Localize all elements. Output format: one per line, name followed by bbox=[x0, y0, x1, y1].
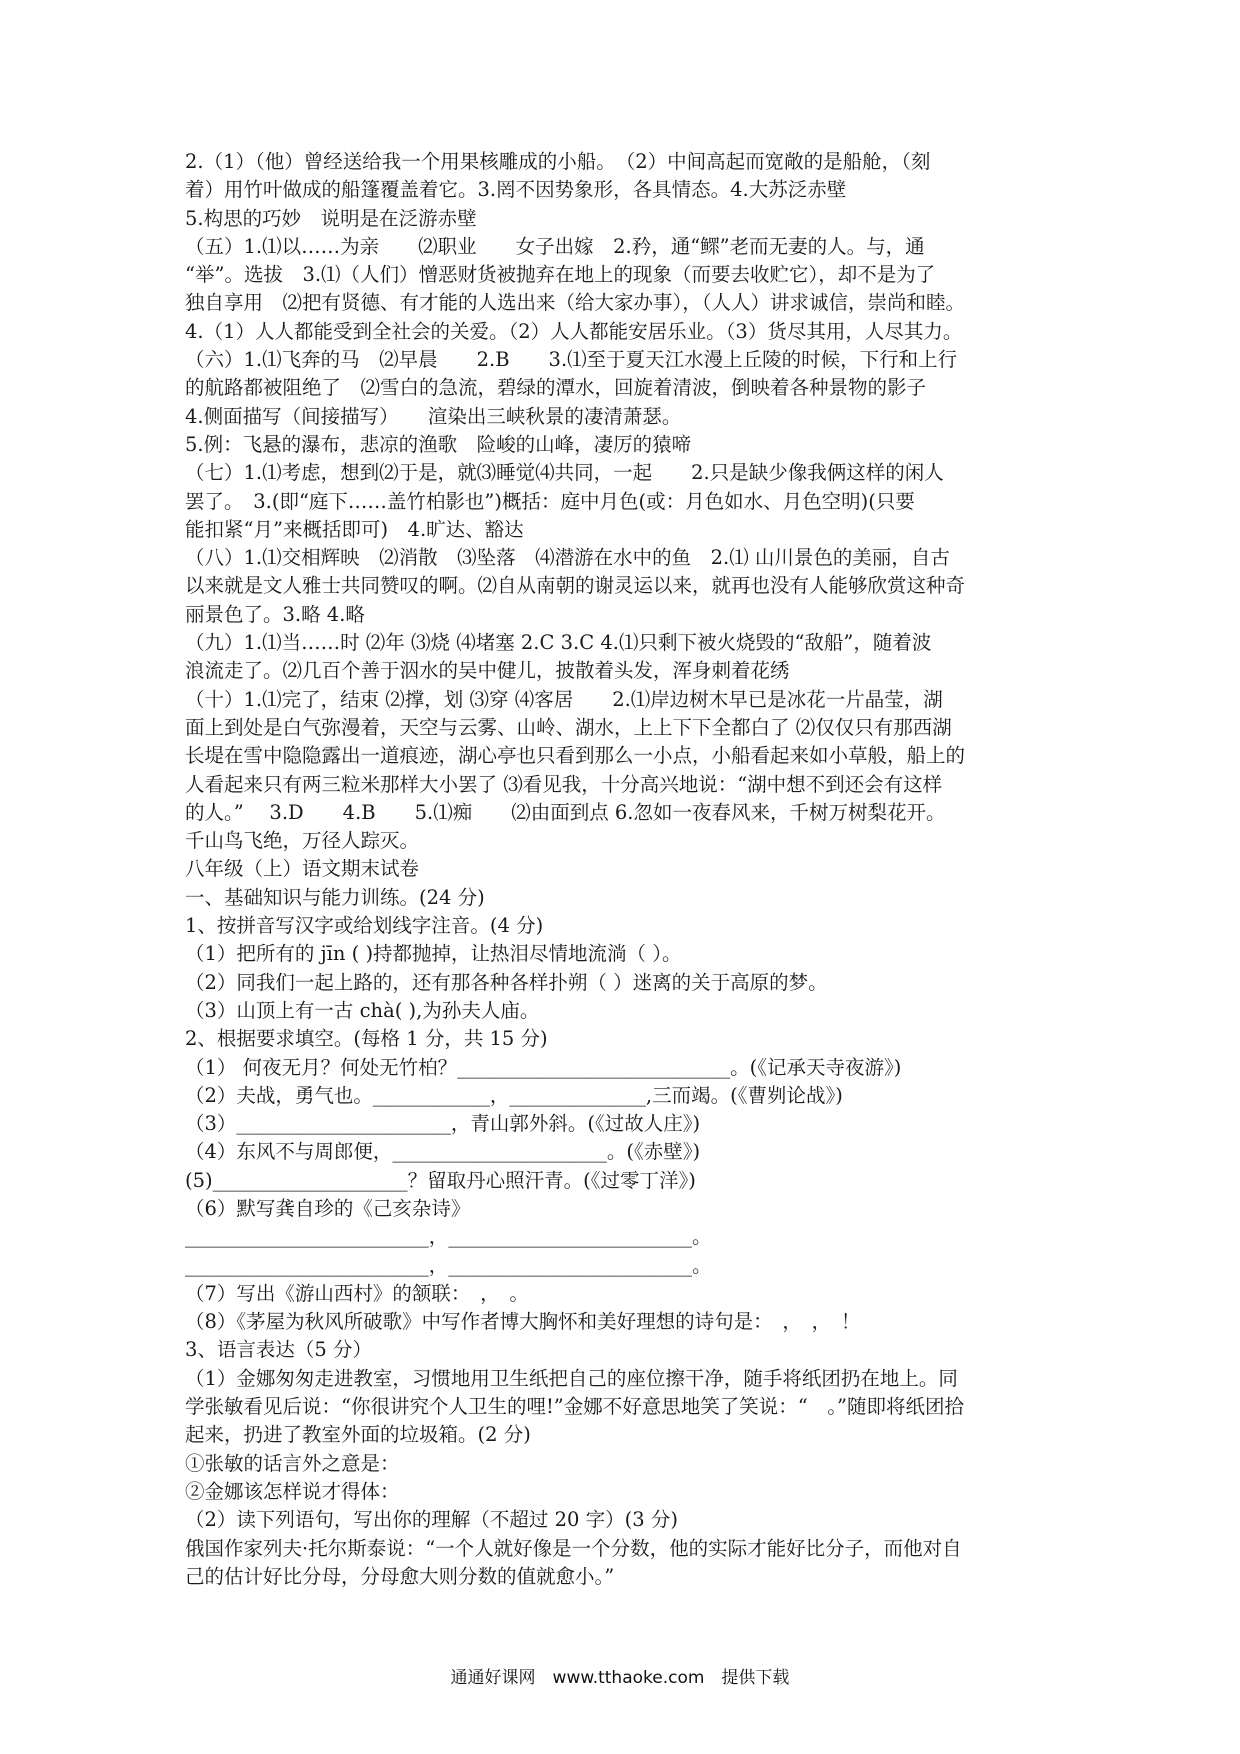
text-line: 面上到处是白气弥漫着，天空与云雾、山岭、湖水，上上下下全都白了 ⑵仅仅只有那西湖 bbox=[185, 715, 952, 739]
text-line: 5.构思的巧妙 说明是在泛游赤壁 bbox=[185, 206, 477, 230]
text-line: （3）山顶上有一古 chà( ),为孙夫人庙。 bbox=[185, 998, 540, 1022]
text-line: (5)____________________？留取丹心照汗青。(《过零丁洋》) bbox=[185, 1168, 696, 1192]
text-line: 千山鸟飞绝，万径人踪灭。 bbox=[185, 829, 420, 853]
text-line: （十）1.⑴完了，结束 ⑵撑，划 ⑶穿 ⑷客居 2.⑴岸边树木早已是冰花一片晶莹，湖 bbox=[185, 687, 943, 711]
text-line: （4）东风不与周郎便，______________________。(《赤壁》) bbox=[185, 1140, 701, 1164]
text-line: （2）夫战，勇气也。____________，______________,三而竭。(《曹刿论战》) bbox=[185, 1083, 843, 1107]
text-line: （1）金娜匆匆走进教室，习惯地用卫生纸把自己的座位擦干净，随手将纸团扔在地上。同 bbox=[185, 1366, 958, 1390]
text-line: （七）1.⑴考虑，想到⑵于是，就⑶睡觉⑷共同，一起 2.只是缺少像我俩这样的闲人 bbox=[185, 461, 944, 485]
text-line: 人看起来只有两三粒米那样大小罢了 ⑶看见我，十分高兴地说：“湖中想不到还会有这样 bbox=[185, 772, 943, 796]
text-line: （1）把所有的 jīn ( )持都抛掉，让热泪尽情地流淌（ ）。 bbox=[185, 942, 682, 966]
text-line: （7）写出《游山西村》的颔联： ， 。 bbox=[185, 1281, 529, 1305]
document-body bbox=[185, 148, 1065, 1591]
text-line: 学张敏看见后说：“你很讲究个人卫生的哩!”金娜不好意思地笑了笑说：“ 。”随即将纸团拾 bbox=[185, 1395, 964, 1419]
text-line: （五）1.⑴以……为亲 ⑵职业 女子出嫁 2.矜，通“鳏”老而无妻的人。与，通 bbox=[185, 234, 925, 258]
text-line: 长堤在雪中隐隐露出一道痕迹，湖心亭也只看到那么一小点，小船看起来如小草般，船上的 bbox=[185, 744, 966, 768]
text-line: 3、语言表达（5 分） bbox=[185, 1338, 373, 1362]
text-line: 2.（1）（他）曾经送给我一个用果核雕成的小船。 （2）中间高起而宽敞的是船舱，（刻 bbox=[185, 150, 931, 173]
text-line: 能扣紧“月”来概括即可) 4.旷达、豁达 bbox=[185, 517, 524, 541]
text-line: （3）______________________，青山郭外斜。(《过故人庄》) bbox=[185, 1112, 701, 1136]
text-line: 独自享用 ⑵把有贤德、有才能的人选出来（给大家办事），（人人）讲求诚信，崇尚和睦。 bbox=[185, 291, 966, 315]
text-line: _________________________，_________________________。 bbox=[185, 1253, 712, 1277]
text-line: （六）1.⑴飞奔的马 ⑵早晨 2.B 3.⑴至于夏天江水漫上丘陵的时候，下行和上行 bbox=[185, 348, 958, 372]
text-line: 4.（1）人人都能受到全社会的关爱。（2）人人都能安居乐业。（3）货尽其用，人尽其力。 bbox=[185, 319, 963, 343]
text-line: _________________________，_________________________。 bbox=[185, 1225, 712, 1249]
text-line: （8）《茅屋为秋风所破歌》中写作者博大胸怀和美好理想的诗句是： ， ， ！ bbox=[185, 1310, 861, 1334]
text-line: 2、根据要求填空。(每格 1 分，共 15 分) bbox=[185, 1027, 548, 1051]
text-line: 罢了。 3.(即“庭下……盖竹柏影也”)概括：庭中月色(或：月色如水、月色空明)(只要 bbox=[185, 489, 915, 513]
text-line: 己的估计好比分母，分母愈大则分数的值就愈小。” bbox=[185, 1564, 615, 1588]
text-line: 的人。” 3.D 4.B 5.⑴痴 ⑵由面到点 6.忽如一夜春风来，千树万树梨花开。 bbox=[185, 800, 946, 824]
text-line: 起来，扔进了教室外面的垃圾箱。(2 分) bbox=[185, 1423, 531, 1447]
text-line: 1、按拼音写汉字或给划线字注音。(4 分) bbox=[185, 914, 544, 938]
text-line: “举”。选拔 3.⑴（人们）憎恶财货被抛弃在地上的现象（而要去收贮它），却不是为了 bbox=[185, 263, 936, 287]
text-line: 4.侧面描写（间接描写） 渲染出三峡秋景的凄清萧瑟。 bbox=[185, 404, 682, 428]
text-line: 八年级（上）语文期末试卷 bbox=[185, 857, 420, 881]
text-line: 浪流走了。⑵几百个善于泅水的吴中健儿，披散着头发，浑身刺着花绣 bbox=[185, 659, 790, 683]
text-line: 的航路都被阻绝了 ⑵雪白的急流，碧绿的潭水，回旋着清波，倒映着各种景物的影子 bbox=[185, 376, 927, 400]
text-line: ②金娜该怎样说才得体： bbox=[185, 1479, 400, 1503]
text-line: 丽景色了。3.略 4.略 bbox=[185, 602, 365, 626]
text-line: 5.例：飞悬的瀑布，悲凉的渔歌 险峻的山峰，凄厉的猿啼 bbox=[185, 432, 692, 456]
text-line: （2）同我们一起上路的，还有那各种各样扑朔（ ）迷离的关于高原的梦。 bbox=[185, 970, 828, 994]
text-line: （八）1.⑴交相辉映 ⑵消散 ⑶坠落 ⑷潜游在水中的鱼 2.⑴ 山川景色的美丽，自古 bbox=[185, 546, 950, 570]
text-line: （2）读下列语句，写出你的理解（不超过 20 字）(3 分) bbox=[185, 1508, 678, 1532]
text-line: （九）1.⑴当……时 ⑵年 ⑶烧 ⑷堵塞 2.C 3.C 4.⑴只剩下被火烧毁的“敌船”，随着波 bbox=[185, 631, 932, 655]
text-line: 以来就是文人雅士共同赞叹的啊。⑵自从南朝的谢灵运以来，就再也没有人能够欣赏这种奇 bbox=[185, 574, 966, 598]
text-line: ①张敏的话言外之意是： bbox=[185, 1451, 400, 1475]
text-line: 俄国作家列夫·托尔斯泰说：“一个人就好像是一个分数，他的实际才能好比分子，而他对自 bbox=[185, 1536, 962, 1560]
page-footer: 通通好课网 www.tthaoke.com 提供下载 bbox=[450, 1668, 790, 1688]
text-line: （6）默写龚自珍的《己亥杂诗》 bbox=[185, 1196, 471, 1220]
text-line: 着）用竹叶做成的船篷覆盖着它。3.罔不因势象形，各具情态。4.大苏泛赤壁 bbox=[185, 178, 847, 202]
text-line: 一、基础知识与能力训练。(24 分) bbox=[185, 885, 485, 909]
text-line: （1） 何夜无月？何处无竹柏？____________________________。(《记承天寺夜游》) bbox=[185, 1055, 902, 1079]
